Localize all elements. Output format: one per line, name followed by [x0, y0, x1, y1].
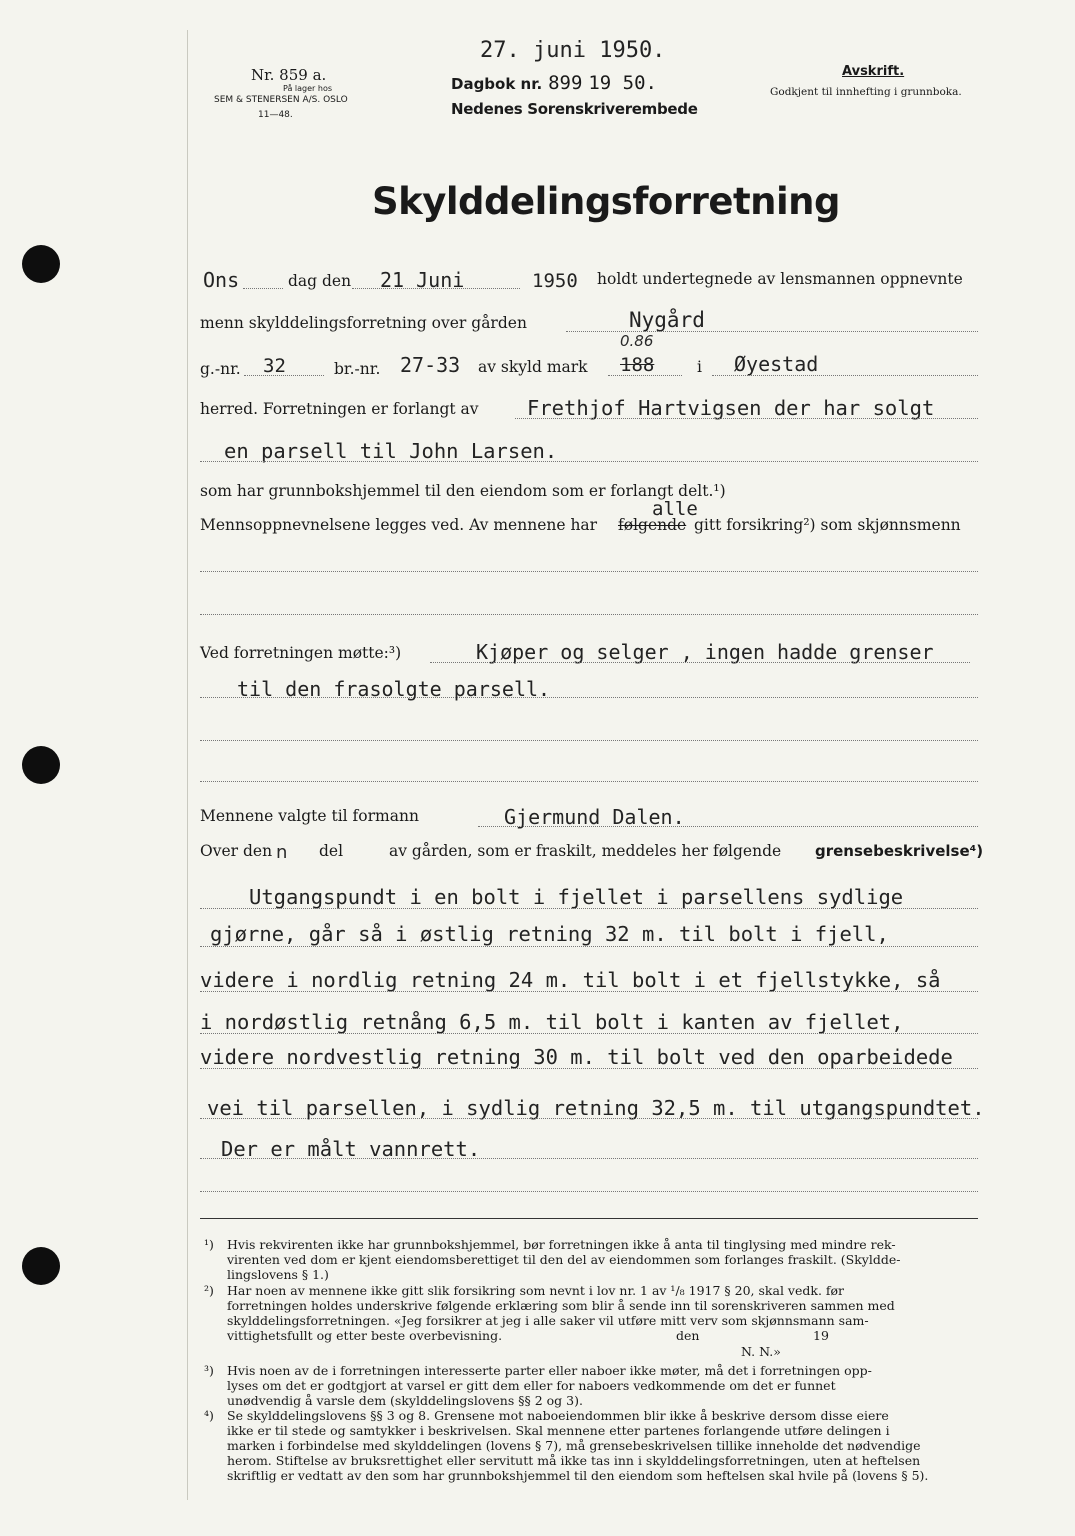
punch-hole-bottom — [22, 1247, 60, 1285]
requester-value: Frethjof Hartvigsen der har solgt — [527, 396, 935, 420]
row4-label: herred. Forretningen er forlangt av — [200, 400, 479, 418]
skyld-correction: 0.86 — [620, 332, 654, 350]
row8-label: Ved forretningen møtte:³) — [200, 644, 402, 662]
place-value: Øyestad — [734, 352, 819, 376]
fn1-line1: Hvis rekvirenten ikke har grunnbokshjemmel, bør forretningen ikke å anta til tinglysing med mindre rek- — [227, 1237, 896, 1252]
dag-den-label: dag den — [288, 272, 352, 290]
row7-insert: alle — [652, 498, 698, 520]
fn2-line1: Har noen av mennene ikke gitt slik forsikring som nevnt i lov nr. 1 av ¹/₈ 1917 § 20, skal vedk. før — [227, 1283, 845, 1298]
margin-line — [187, 30, 188, 1500]
form-number: Nr. 859 a. — [251, 66, 327, 84]
fn4-line3: marken i forbindelse med skylddelingen (lovens § 7), må grensebeskrivelsen tillike inneholde det nødvendige — [227, 1438, 921, 1453]
fn2-den: den — [676, 1328, 700, 1343]
desc-line-1: Utgangspundt i en bolt i fjellet i parsellens sydlige — [249, 885, 904, 909]
fn1-num: ¹) — [204, 1237, 214, 1252]
row11-b: del — [319, 842, 344, 860]
godkjent-label: Godkjent til innhefting i grunnboka. — [770, 86, 962, 98]
dagbok-label: Dagbok nr. — [451, 75, 543, 93]
skyld-struck: 188 — [620, 354, 655, 376]
desc-line-7: Der er målt vannrett. — [221, 1137, 481, 1161]
row11-n: n — [276, 842, 288, 863]
fn1-line3: lingslovens § 1.) — [227, 1267, 329, 1282]
printer-line3: 11—48. — [258, 110, 293, 120]
skyld-label: av skyld mark — [478, 358, 588, 376]
fn3-num: ³) — [204, 1363, 214, 1378]
date-value: 21 Juni — [380, 268, 465, 292]
fn2-line3: skylddelingsforretningen. «Jeg forsikrer at jeg i alle saker vil utføre mitt verv som skjønnsmann sam- — [227, 1313, 869, 1328]
gnr-label: g.-nr. — [200, 360, 241, 378]
dagbok-stamp — [451, 72, 657, 94]
fn4-line4: herom. Stiftelse av bruksrettighet eller servitutt må ikke tas inn i skylddelingsforretningen, uten at heftelsen — [227, 1453, 921, 1468]
row7-text-b: gitt forsikring²) som skjønnsmenn — [694, 516, 961, 534]
row7-struck: følgende — [618, 516, 687, 534]
fn3-line2: lyses om det er godtgjort at varsel er gitt dem eller for naboers vedkommende om det er funnet — [227, 1378, 836, 1393]
requester-value-cont: en parsell til John Larsen. — [224, 439, 558, 463]
dagbok-number: 899 — [548, 72, 583, 94]
footnote-separator — [200, 1218, 978, 1219]
fn4-num: ⁴) — [204, 1408, 214, 1423]
fn4-line1: Se skylddelingslovens §§ 3 og 8. Grensene mot naboeiendommen blir ikke å beskrive dersom disse eiere — [227, 1408, 889, 1423]
fn2-num: ²) — [204, 1283, 214, 1298]
chairman-value: Gjermund Dalen. — [504, 805, 685, 829]
row2-text: menn skylddelingsforretning over gården — [200, 314, 527, 332]
row10-label: Mennene valgte til formann — [200, 807, 419, 825]
date-stamp: 27. juni 1950. — [480, 38, 666, 63]
fn2-year: 19 — [813, 1328, 829, 1343]
fn4-line2: ikke er til stede og samtykker i beskrivelsen. Skal mennene etter partenes forlangende utføre delingen i — [227, 1423, 890, 1438]
i-label: i — [697, 358, 702, 376]
weekday-value: Ons — [203, 268, 240, 292]
desc-line-2: gjørne, går så i østlig retning 32 m. til bolt i fjell, — [210, 922, 889, 946]
fn1-line2: virenten ved dom er kjent eiendomsberettiget til den del av eiendommen som forlanges fraskilt. (Skyldde- — [227, 1252, 901, 1267]
fn2-line4: vittighetsfullt og etter beste overbevisning. — [227, 1328, 503, 1343]
fn2-line2: forretningen holdes underskrive følgende erklæring som blir å sende inn til sorenskriveren sammen med — [227, 1298, 895, 1313]
punch-hole-middle — [22, 746, 60, 784]
row11-a: Over den — [200, 842, 273, 860]
printer-line1: På lager hos — [283, 84, 332, 93]
row11-c: av gården, som er fraskilt, meddeles her følgende — [389, 842, 782, 860]
row6-text: som har grunnbokshjemmel til den eiendom som er forlangt delt.¹) — [200, 482, 726, 500]
row7-text-a: Mennsoppnevnelsene legges ved. Av mennene har — [200, 516, 598, 534]
avskrift-label: Avskrift. — [842, 64, 905, 79]
brnr-label: br.-nr. — [334, 360, 381, 378]
row1-text: holdt undertegnede av lensmannen oppnevnte — [597, 270, 963, 288]
gnr-value: 32 — [263, 355, 286, 377]
page-title: Skylddelingsforretning — [372, 180, 840, 223]
farm-name: Nygård — [629, 308, 705, 332]
desc-line-5: videre nordvestlig retning 30 m. til bolt ved den oparbeidede — [200, 1045, 953, 1069]
row11-bold: grensebeskrivelse⁴) — [815, 842, 984, 860]
attendees-value-cont: til den frasolgte parsell. — [237, 677, 551, 701]
desc-line-3: videre i nordlig retning 24 m. til bolt i et fjellstykke, så — [200, 968, 941, 992]
dagbok-year: 19 50. — [588, 72, 657, 94]
year-value: 1950 — [532, 270, 578, 292]
attendees-value: Kjøper og selger , ingen hadde grenser — [476, 640, 934, 664]
brnr-value: 27-33 — [400, 353, 461, 377]
fn3-line3: unødvendig å varsle dem (skylddelingslovens §§ 2 og 3). — [227, 1393, 583, 1408]
desc-line-6: vei til parsellen, i sydlig retning 32,5 m. til utgangspundtet. — [207, 1096, 985, 1120]
fn4-line5: skriftlig er vedtatt av den som har grunnbokshjemmel til den eiendom som heftelsen skal hvile på (lovens § 5). — [227, 1468, 929, 1483]
punch-hole-top — [22, 245, 60, 283]
fn2-nn: N. N.» — [741, 1344, 781, 1359]
fn3-line1: Hvis noen av de i forretningen interesserte parter eller naboer ikke møter, må det i forretningen opp- — [227, 1363, 872, 1378]
office-stamp: Nedenes Sorenskriverembede — [451, 100, 698, 118]
printer-line2: SEM & STENERSEN A/S. OSLO — [214, 95, 348, 105]
desc-line-4: i nordøstlig retnång 6,5 m. til bolt i kanten av fjellet, — [200, 1010, 904, 1034]
